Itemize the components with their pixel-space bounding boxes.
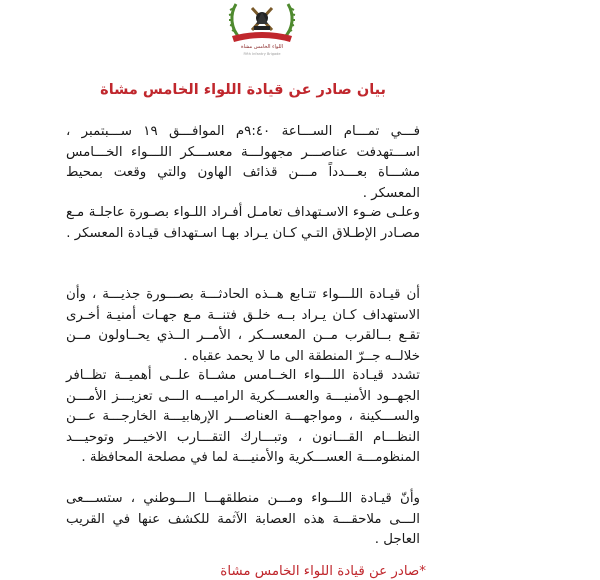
- paragraph-text: تشدد قيـادة اللـــواء الخــامس مشــاة علــى أهميــة تظــافر الجهــود الأمنيـــة والعســـكرية الراميـــه الـــى تعزيـــز الأمـــن والســـكينة ، ومواجهـــة العناصـــر الإرهابيـــة الخارجـــة عـــن النظـــام القـــانون ، وتبـــارك التقـــارب الاخيـــر وتوحيـــد المنظومـــة العســـكرية والأمنيـــة لما في مصلحة المحافظة .: [66, 368, 420, 465]
- logo-caption: اللواء الخامس مشاة: [240, 44, 284, 50]
- paragraph-text: فـــي تمـــام الســـاعة ٩:٤٠م الموافـــق ١٩ ســـبتمبر ، اســـتهدفت عناصـــر مجهولـــة معســـكر اللـــواء الخـــامس مشـــاة بعـــدداً مـــن قذائف الهاون والتي وقعت بمحيط المعسكر .: [66, 124, 420, 201]
- paragraph-text: أن قيـادة اللـــواء تتـابع هــذه الحادثـــة بصـــورة جذيـــة ، وأن الاستهداف كـان يـراد بــه خلـق فتنــة مـع جهـات أمنيـة أخـرى تقـع بــالقرب مــن المعســكر ، الأمــر الــذي يحــاولون مــن خلالــه جــرّ المنطقة الى ما لا يحمد عقباه .: [66, 287, 420, 364]
- brigade-logo: [222, 0, 302, 64]
- signature-line: *صادر عن قيادة اللواء الخامس مشاة: [220, 564, 426, 579]
- paragraph-text: وأنّ قيـادة اللـــواء ومـــن منطلقهـــا الـــوطني ، ستســـعى الـــى ملاحقـــة هذه العصابة الآثمة للكشف عنها في القريب العاجل .: [66, 491, 420, 547]
- brigade-emblem-icon: [222, 0, 302, 48]
- logo-subcaption: Fifth Infantry Brigade: [243, 52, 281, 56]
- paragraph-followup: [66, 285, 420, 367]
- statement-title: بيان صادر عن قيادة اللواء الخامس مشاة: [100, 82, 386, 98]
- paragraph-text: وعلـى ضـوء الاسـتهداف تعامـل أفـراد اللـواء بصـورة عاجلـة مـع مصـادر الإطـلاق التـي كـان يـراد بهـا اسـتهداف قيـادة المعسكر .: [66, 205, 420, 241]
- paragraph-pursuit: [66, 489, 420, 551]
- paragraph-emphasis: [66, 366, 420, 469]
- paragraph-response: [66, 203, 420, 244]
- paragraph-incident: [66, 122, 420, 204]
